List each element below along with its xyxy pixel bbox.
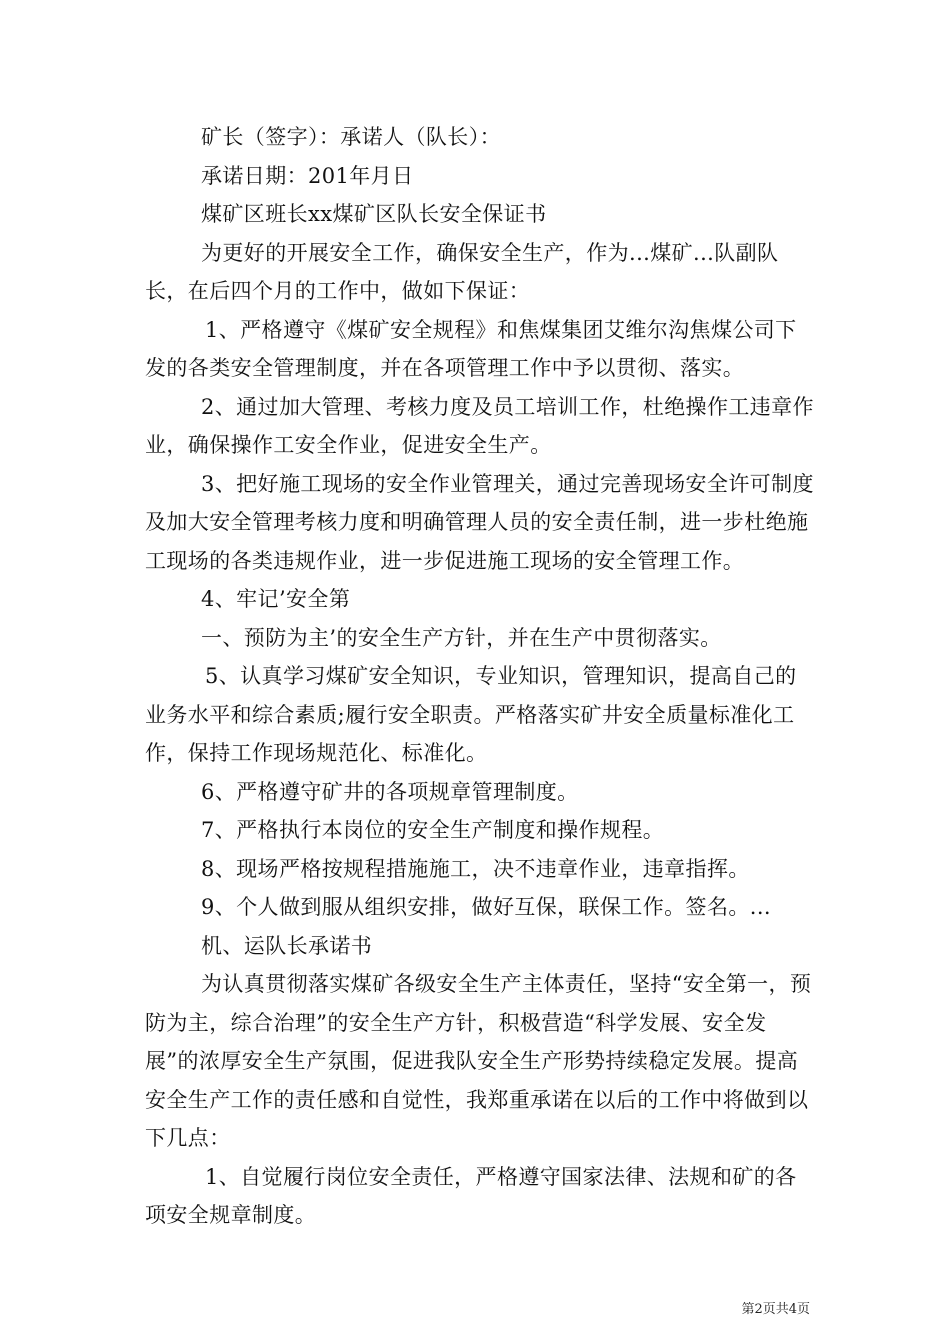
commitment-date: 承诺日期：201年月日 xyxy=(201,163,414,188)
paragraph-intro: 为更好的开展安全工作，确保安全生产，作为...煤矿...队副队长，在后四个月的工作中，做如下保证： xyxy=(145,240,779,303)
paragraph-item-9: 9、个人做到服从组织安排，做好互保，联保工作。签名。... xyxy=(201,895,771,919)
document-body xyxy=(145,118,815,1235)
paragraph-commitment-intro: 为认真贯彻落实煤矿各级安全生产主体责任，坚持“安全第一，预防为主，综合治理”的安全生产方针，积极营造“科学发展、安全发展”的浓厚安全生产氛围，促进我队安全生产形势持续稳定发展。提高安全生产工作的责任感和自觉性，我郑重承诺在以后的工作中将做到以下几点： xyxy=(145,972,812,1150)
section-title-guarantee: 煤矿区班长xx煤矿区队长安全保证书 xyxy=(201,202,547,226)
paragraph-item-1: 1、严格遵守《煤矿安全规程》和焦煤集团艾维尔沟焦煤公司下发的各类安全管理制度，并在各项管理工作中予以贯彻、落实。 xyxy=(145,317,797,380)
paragraph-item-6: 6、严格遵守矿井的各项规章管理制度。 xyxy=(201,779,579,804)
paragraph-item-2: 2、通过加大管理、考核力度及员工培训工作，杜绝操作工违章作业，确保操作工安全作业，促进安全生产。 xyxy=(145,394,814,457)
paragraph-item-7: 7、严格执行本岗位的安全生产制度和操作规程。 xyxy=(201,818,665,842)
signature-line: 矿长（签字）：承诺人（队长）： xyxy=(201,125,501,149)
paragraph-item-3: 3、把好施工现场的安全作业管理关，通过完善现场安全许可制度及加大安全管理考核力度和明确管理人员的安全责任制，进一步杜绝施工现场的各类违规作业，进一步促进施工现场的安全管理工作。 xyxy=(145,471,814,573)
section-title-commitment: 机、运队长承诺书 xyxy=(201,933,373,958)
paragraph-item-5: 5、认真学习煤矿安全知识，专业知识，管理知识，提高自己的业务水平和综合素质;履行安全职责。严格落实矿井安全质量标准化工作，保持工作现场规范化、标准化。 xyxy=(145,664,797,765)
paragraph-item-8: 8、现场严格按规程措施施工，决不违章作业，违章指挥。 xyxy=(201,856,750,881)
page-number: 第2页共4页 xyxy=(741,1302,810,1317)
paragraph-commitment-item-1: 1、自觉履行岗位安全责任，严格遵守国家法律、法规和矿的各项安全规章制度。 xyxy=(145,1164,797,1227)
paragraph-item-4: 4、牢记’安全第 xyxy=(201,587,351,611)
paragraph-item-4-continued: 一、预防为主’的安全生产方针，并在生产中贯彻落实。 xyxy=(201,625,722,650)
